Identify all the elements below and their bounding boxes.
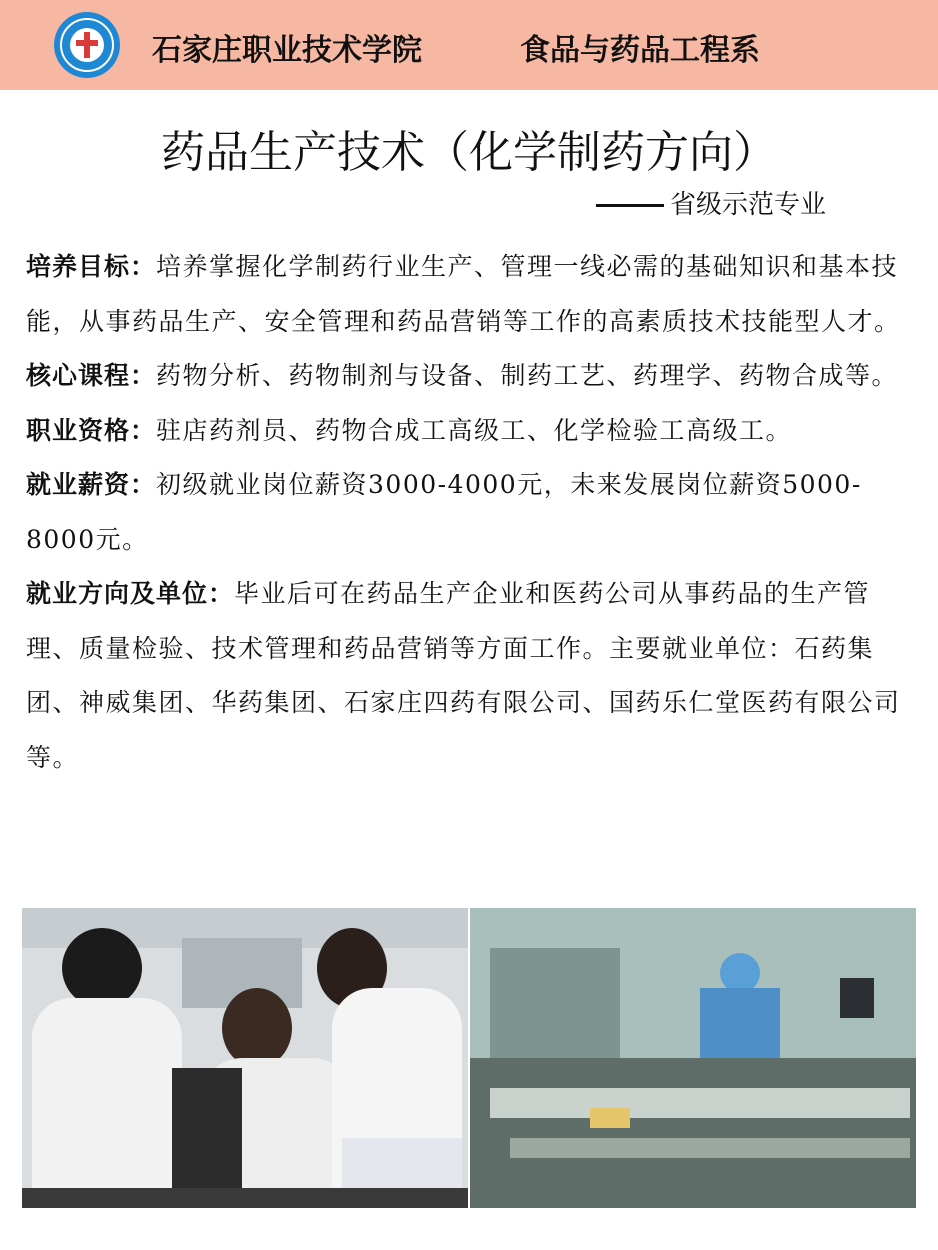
- employment-text: 毕业后可在药品生产企业和医药公司从事药品的生产管理、质量检验、技术管理和药品营销等方面工作。主要就业单位：石药集团、神威集团、华药集团、石家庄四药有限公司、国药乐仁堂医药有限公司等。: [26, 579, 901, 772]
- page-title: 药品生产技术（化学制药方向）: [161, 127, 777, 178]
- courses-label: 核心课程：: [26, 361, 157, 390]
- salary-paragraph: [26, 458, 906, 567]
- dash-line: [596, 204, 664, 207]
- qualification-paragraph: [26, 404, 906, 459]
- employment-label: 就业方向及单位：: [26, 579, 235, 608]
- goal-label: 培养目标：: [26, 252, 157, 281]
- school-logo: [54, 12, 120, 78]
- production-line-photo: [470, 908, 916, 1208]
- employment-paragraph: [26, 567, 906, 785]
- goal-text: 培养掌握化学制药行业生产、管理一线必需的基础知识和基本技能，从事药品生产、安全管理和药品营销等工作的高素质技术技能型人才。: [26, 252, 901, 336]
- salary-label: 就业薪资：: [26, 470, 157, 499]
- courses-paragraph: [26, 349, 906, 404]
- courses-text: 药物分析、药物制剂与设备、制药工艺、药理学、药物合成等。: [156, 361, 899, 390]
- lab-photo: [22, 908, 468, 1208]
- salary-text: 初级就业岗位薪资3000-4000元，未来发展岗位薪资5000-8000元。: [26, 470, 862, 554]
- qualification-text: 驻店药剂员、药物合成工高级工、化学检验工高级工。: [156, 415, 793, 445]
- school-name: 石家庄职业技术学院: [152, 33, 422, 68]
- goal-paragraph: [26, 240, 906, 349]
- subtitle: [596, 184, 826, 221]
- subtitle-text: 省级示范专业: [670, 190, 827, 220]
- department-name: 食品与药品工程系: [520, 33, 760, 68]
- header-banner: [0, 0, 938, 90]
- program-description: [26, 240, 906, 785]
- qualification-label: 职业资格：: [26, 415, 157, 445]
